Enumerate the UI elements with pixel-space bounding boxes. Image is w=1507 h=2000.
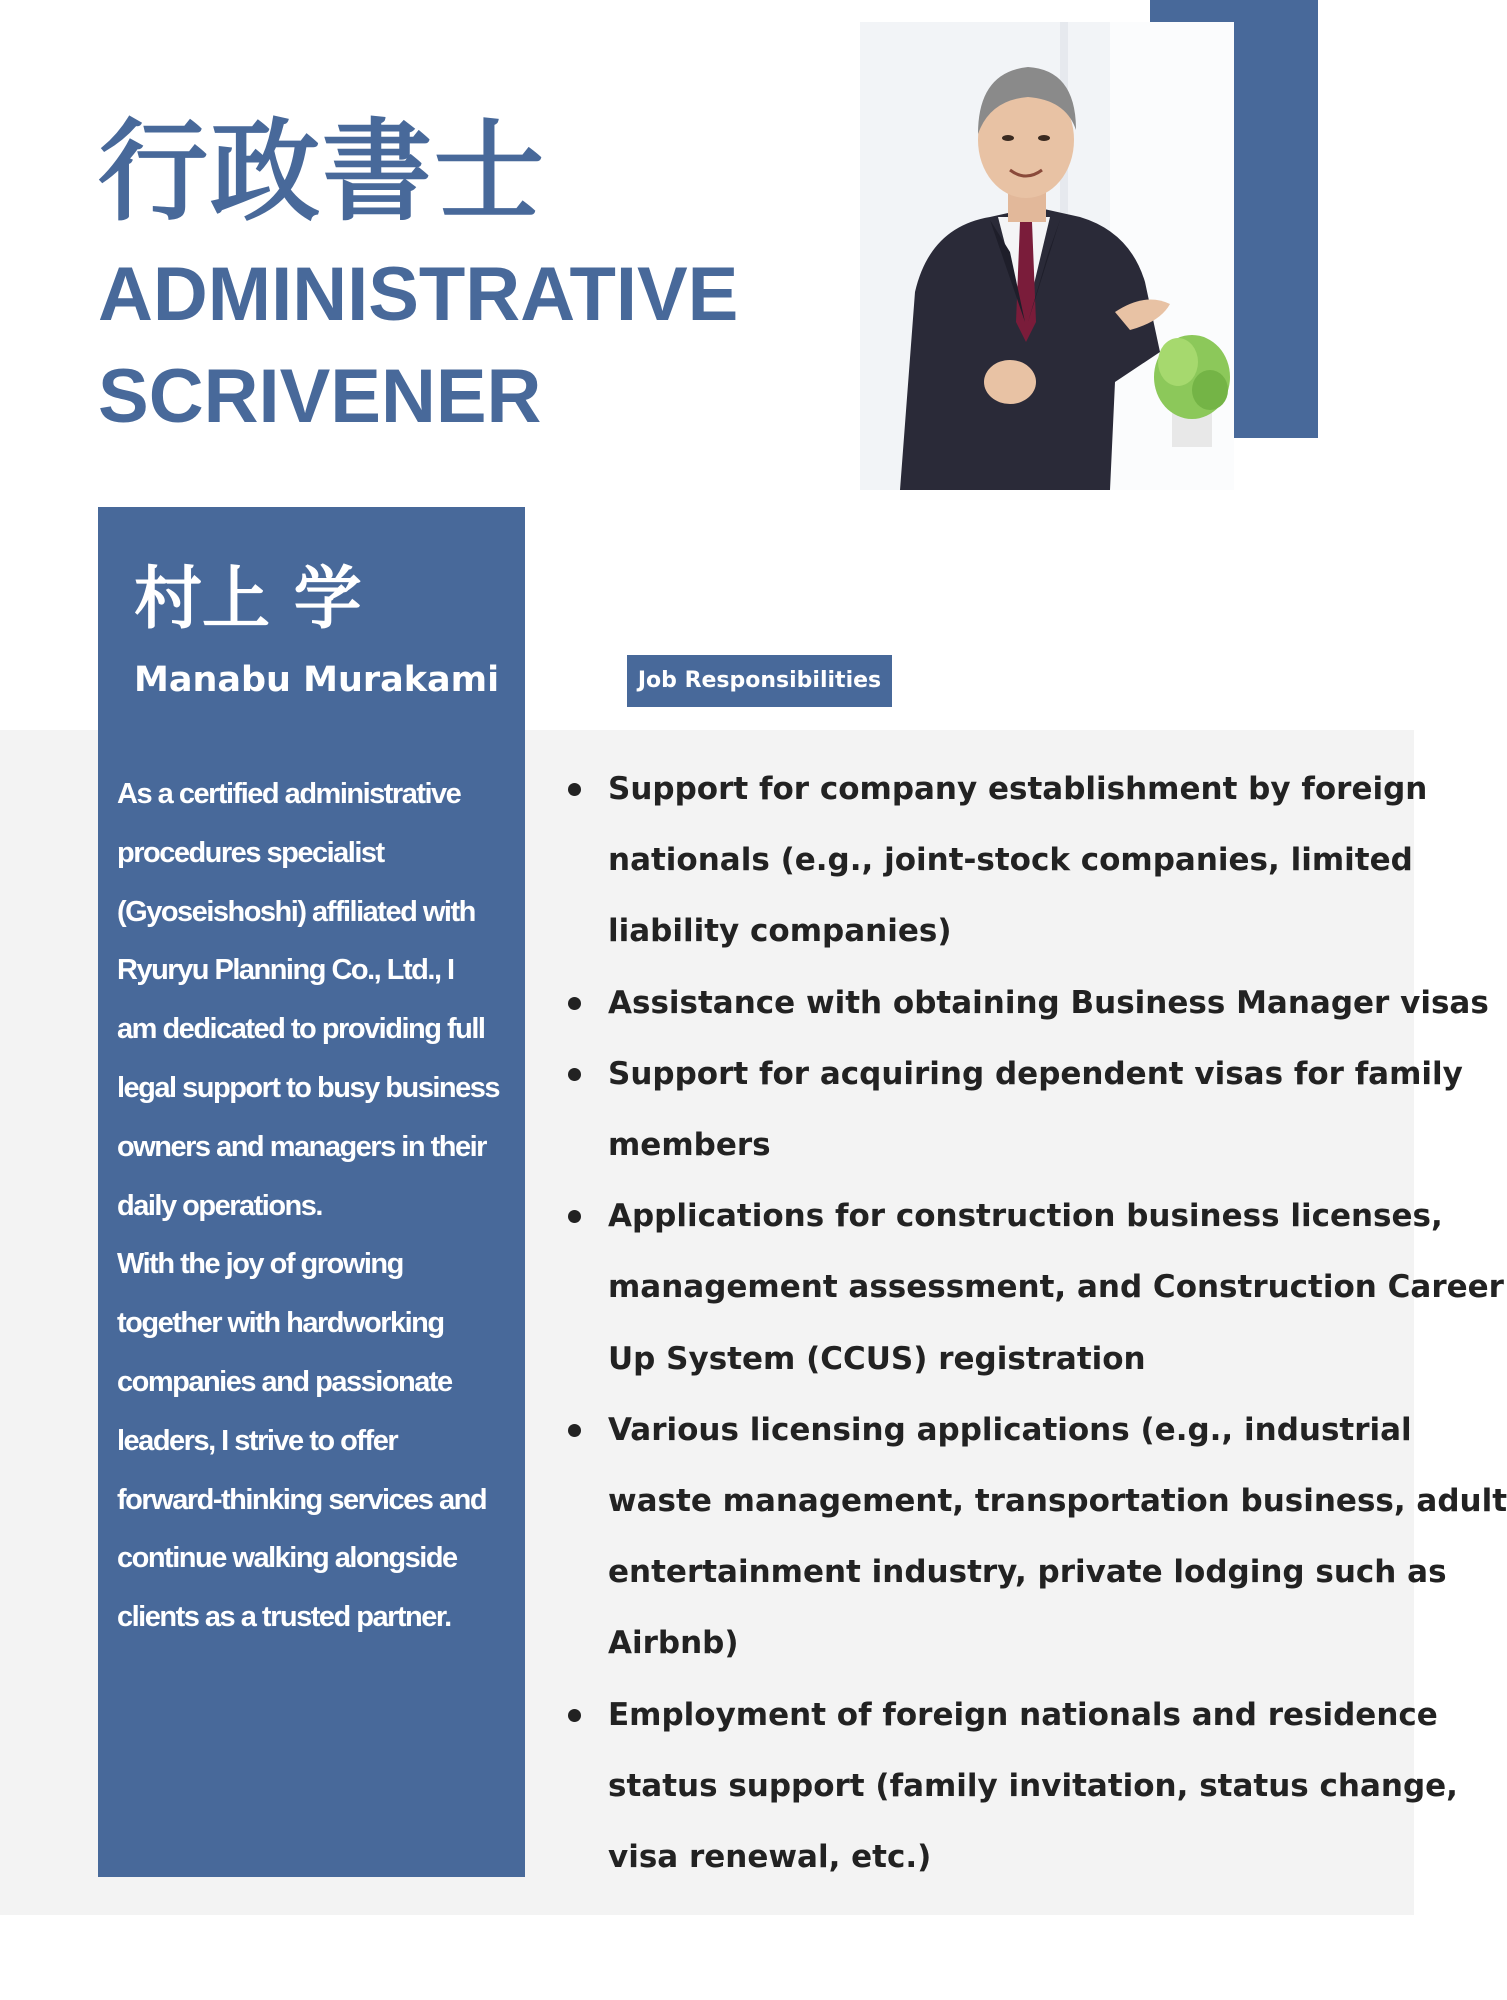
responsibility-line: nationals (e.g., joint-stock companies, limited [608, 842, 1413, 879]
responsibility-line: management assessment, and Construction Career [608, 1269, 1504, 1306]
bio-line: legal support to busy business [117, 1071, 500, 1104]
bullet-icon [568, 783, 581, 796]
responsibility-line: Up System (CCUS) registration [608, 1340, 1146, 1377]
bullet-icon [568, 1210, 581, 1223]
responsibility-item [568, 968, 1489, 1039]
bio-line: (Gyoseishoshi) affiliated with [117, 895, 475, 928]
bio-line: With the joy of growing [117, 1248, 403, 1281]
title-line: SCRIVENER [98, 354, 542, 439]
responsibility-item [568, 1181, 1504, 1395]
responsibility-line: Assistance with obtaining Business Manager visas [608, 984, 1489, 1021]
responsibility-line: entertainment industry, private lodging such as [608, 1554, 1447, 1591]
bio-line: daily operations. [117, 1189, 322, 1222]
responsibility-line: Support for company establishment by foreign [608, 771, 1428, 807]
bio-line: together with hardworking [117, 1307, 444, 1340]
responsibility-line: visa renewal, etc.) [608, 1839, 932, 1876]
portrait-photo [860, 22, 1234, 490]
bullet-icon [568, 1424, 581, 1437]
bio-line: forward-thinking services and [117, 1483, 487, 1516]
bio-line: As a certified administrative [117, 778, 461, 810]
responsibility-line: waste management, transportation business, adult [608, 1483, 1507, 1520]
profile-bio [117, 765, 517, 1647]
profile-name-english: Manabu Murakami [134, 660, 500, 700]
bullet-icon [568, 997, 581, 1010]
bio-line: continue walking alongside [117, 1542, 457, 1575]
profile-name-japanese: 村上 学 [134, 560, 362, 639]
bio-line: owners and managers in their [117, 1130, 486, 1163]
responsibilities-list [568, 754, 1507, 1893]
bio-line: clients as a trusted partner. [117, 1601, 451, 1634]
responsibility-line: Airbnb) [608, 1625, 739, 1662]
responsibility-line: status support (family invitation, status change, [608, 1767, 1458, 1804]
responsibility-line: Employment of foreign nationals and residence [608, 1696, 1438, 1733]
responsibility-line: Various licensing applications (e.g., industrial [608, 1411, 1412, 1448]
responsibility-line: Support for acquiring dependent visas for family [608, 1055, 1463, 1092]
responsibility-item [568, 754, 1428, 968]
portrait-photo-icon [860, 22, 1234, 490]
responsibility-line: liability companies) [608, 913, 952, 950]
bio-line: Ryuryu Planning Co., Ltd., I [117, 954, 454, 987]
job-responsibilities-label: Job Responsibilities [627, 655, 892, 707]
responsibility-line: Applications for construction business licenses, [608, 1198, 1443, 1235]
bullet-icon [568, 1068, 581, 1081]
bullet-icon [568, 1709, 581, 1722]
responsibility-line: members [608, 1127, 771, 1164]
title-line: ADMINISTRATIVE [98, 252, 739, 337]
bio-line: leaders, I strive to offer [117, 1424, 398, 1457]
bio-line: companies and passionate [117, 1365, 452, 1398]
page-title-japanese: 行政書士 [98, 108, 546, 236]
bio-line: am dedicated to providing full [117, 1013, 485, 1046]
page-title-english [98, 244, 798, 448]
responsibility-item [568, 1395, 1507, 1680]
responsibility-item [568, 1039, 1463, 1181]
bio-line: procedures specialist [117, 836, 384, 869]
responsibility-item [568, 1680, 1458, 1894]
